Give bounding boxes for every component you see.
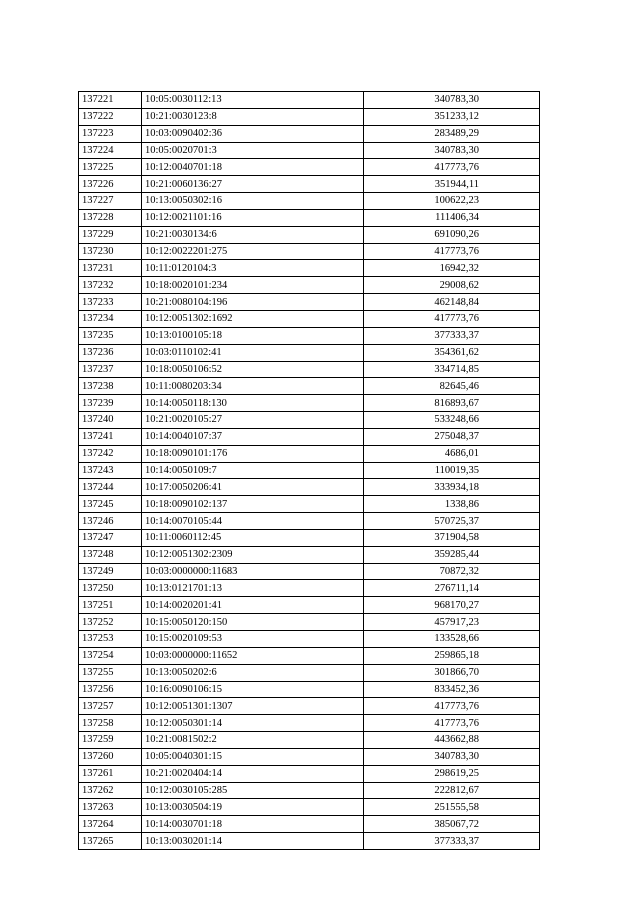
amount-cell: 371904,58 bbox=[364, 529, 540, 546]
table-row bbox=[79, 260, 540, 277]
amount-cell: 4686,01 bbox=[364, 445, 540, 462]
amount-cell: 377333,37 bbox=[364, 327, 540, 344]
record-number-cell: 137235 bbox=[79, 327, 142, 344]
amount-cell: 29008,62 bbox=[364, 277, 540, 294]
record-number-cell: 137251 bbox=[79, 597, 142, 614]
table-row bbox=[79, 563, 540, 580]
record-number-cell: 137227 bbox=[79, 193, 142, 210]
amount-cell: 351233,12 bbox=[364, 108, 540, 125]
cadastral-number-cell: 10:18:0090102:137 bbox=[142, 496, 364, 513]
record-number-cell: 137243 bbox=[79, 462, 142, 479]
table-body bbox=[79, 92, 540, 850]
amount-cell: 816893,67 bbox=[364, 395, 540, 412]
cadastral-number-cell: 10:21:0030123:8 bbox=[142, 108, 364, 125]
record-number-cell: 137237 bbox=[79, 361, 142, 378]
cadastral-number-cell: 10:12:0022201:275 bbox=[142, 243, 364, 260]
amount-cell: 251555,58 bbox=[364, 799, 540, 816]
record-number-cell: 137231 bbox=[79, 260, 142, 277]
table-row bbox=[79, 597, 540, 614]
cadastral-number-cell: 10:03:0110102:41 bbox=[142, 344, 364, 361]
cadastral-number-cell: 10:15:0020109:53 bbox=[142, 631, 364, 648]
cadastral-number-cell: 10:14:0070105:44 bbox=[142, 513, 364, 530]
record-number-cell: 137223 bbox=[79, 125, 142, 142]
record-number-cell: 137226 bbox=[79, 176, 142, 193]
cadastral-number-cell: 10:12:0021101:16 bbox=[142, 209, 364, 226]
table-row bbox=[79, 529, 540, 546]
cadastral-number-cell: 10:14:0050109:7 bbox=[142, 462, 364, 479]
table-row bbox=[79, 327, 540, 344]
cadastral-number-cell: 10:13:0030201:14 bbox=[142, 833, 364, 850]
record-number-cell: 137246 bbox=[79, 513, 142, 530]
table-row bbox=[79, 799, 540, 816]
table-row bbox=[79, 176, 540, 193]
cadastral-number-cell: 10:03:0000000:11683 bbox=[142, 563, 364, 580]
amount-cell: 100622,23 bbox=[364, 193, 540, 210]
cadastral-number-cell: 10:21:0060136:27 bbox=[142, 176, 364, 193]
table-row bbox=[79, 765, 540, 782]
record-number-cell: 137242 bbox=[79, 445, 142, 462]
cadastral-number-cell: 10:12:0051302:1692 bbox=[142, 310, 364, 327]
amount-cell: 334714,85 bbox=[364, 361, 540, 378]
table-row bbox=[79, 294, 540, 311]
table-row bbox=[79, 513, 540, 530]
record-number-cell: 137248 bbox=[79, 546, 142, 563]
record-number-cell: 137253 bbox=[79, 631, 142, 648]
table-row bbox=[79, 361, 540, 378]
amount-cell: 691090,26 bbox=[364, 226, 540, 243]
amount-cell: 301866,70 bbox=[364, 664, 540, 681]
record-number-cell: 137244 bbox=[79, 479, 142, 496]
amount-cell: 222812,67 bbox=[364, 782, 540, 799]
table-row bbox=[79, 479, 540, 496]
record-number-cell: 137259 bbox=[79, 732, 142, 749]
data-table bbox=[78, 91, 540, 850]
table-row bbox=[79, 344, 540, 361]
record-number-cell: 137258 bbox=[79, 715, 142, 732]
record-number-cell: 137234 bbox=[79, 310, 142, 327]
amount-cell: 354361,62 bbox=[364, 344, 540, 361]
amount-cell: 340783,30 bbox=[364, 92, 540, 109]
amount-cell: 298619,25 bbox=[364, 765, 540, 782]
amount-cell: 283489,29 bbox=[364, 125, 540, 142]
cadastral-number-cell: 10:12:0030105:285 bbox=[142, 782, 364, 799]
record-number-cell: 137222 bbox=[79, 108, 142, 125]
cadastral-number-cell: 10:13:0100105:18 bbox=[142, 327, 364, 344]
cadastral-number-cell: 10:12:0051301:1307 bbox=[142, 698, 364, 715]
cadastral-number-cell: 10:11:0120104:3 bbox=[142, 260, 364, 277]
amount-cell: 385067,72 bbox=[364, 816, 540, 833]
amount-cell: 417773,76 bbox=[364, 159, 540, 176]
record-number-cell: 137247 bbox=[79, 529, 142, 546]
amount-cell: 340783,30 bbox=[364, 748, 540, 765]
record-number-cell: 137257 bbox=[79, 698, 142, 715]
amount-cell: 16942,32 bbox=[364, 260, 540, 277]
cadastral-number-cell: 10:21:0020105:27 bbox=[142, 412, 364, 429]
amount-cell: 462148,84 bbox=[364, 294, 540, 311]
record-number-cell: 137224 bbox=[79, 142, 142, 159]
amount-cell: 333934,18 bbox=[364, 479, 540, 496]
table-row bbox=[79, 226, 540, 243]
cadastral-number-cell: 10:12:0040701:18 bbox=[142, 159, 364, 176]
record-number-cell: 137255 bbox=[79, 664, 142, 681]
table-row bbox=[79, 816, 540, 833]
table-row bbox=[79, 462, 540, 479]
amount-cell: 570725,37 bbox=[364, 513, 540, 530]
record-number-cell: 137225 bbox=[79, 159, 142, 176]
table-row bbox=[79, 395, 540, 412]
table-row bbox=[79, 445, 540, 462]
amount-cell: 417773,76 bbox=[364, 310, 540, 327]
table-row bbox=[79, 782, 540, 799]
cadastral-number-cell: 10:15:0050120:150 bbox=[142, 614, 364, 631]
amount-cell: 968170,27 bbox=[364, 597, 540, 614]
cadastral-number-cell: 10:13:0050302:16 bbox=[142, 193, 364, 210]
amount-cell: 351944,11 bbox=[364, 176, 540, 193]
record-number-cell: 137228 bbox=[79, 209, 142, 226]
amount-cell: 833452,36 bbox=[364, 681, 540, 698]
cadastral-number-cell: 10:11:0060112:45 bbox=[142, 529, 364, 546]
amount-cell: 457917,23 bbox=[364, 614, 540, 631]
cadastral-number-cell: 10:03:0000000:11652 bbox=[142, 647, 364, 664]
amount-cell: 340783,30 bbox=[364, 142, 540, 159]
record-number-cell: 137232 bbox=[79, 277, 142, 294]
cadastral-number-cell: 10:18:0090101:176 bbox=[142, 445, 364, 462]
record-number-cell: 137256 bbox=[79, 681, 142, 698]
record-number-cell: 137241 bbox=[79, 428, 142, 445]
amount-cell: 417773,76 bbox=[364, 715, 540, 732]
record-number-cell: 137261 bbox=[79, 765, 142, 782]
amount-cell: 417773,76 bbox=[364, 243, 540, 260]
record-number-cell: 137252 bbox=[79, 614, 142, 631]
cadastral-number-cell: 10:18:0050106:52 bbox=[142, 361, 364, 378]
table-row bbox=[79, 664, 540, 681]
table-row bbox=[79, 125, 540, 142]
table-row bbox=[79, 243, 540, 260]
record-number-cell: 137250 bbox=[79, 580, 142, 597]
cadastral-number-cell: 10:05:0040301:15 bbox=[142, 748, 364, 765]
record-number-cell: 137221 bbox=[79, 92, 142, 109]
cadastral-number-cell: 10:13:0121701:13 bbox=[142, 580, 364, 597]
amount-cell: 276711,14 bbox=[364, 580, 540, 597]
amount-cell: 133528,66 bbox=[364, 631, 540, 648]
record-number-cell: 137230 bbox=[79, 243, 142, 260]
record-number-cell: 137263 bbox=[79, 799, 142, 816]
record-number-cell: 137233 bbox=[79, 294, 142, 311]
cadastral-number-cell: 10:14:0020201:41 bbox=[142, 597, 364, 614]
table-row bbox=[79, 496, 540, 513]
cadastral-number-cell: 10:14:0050118:130 bbox=[142, 395, 364, 412]
table-row bbox=[79, 546, 540, 563]
amount-cell: 111406,34 bbox=[364, 209, 540, 226]
amount-cell: 259865,18 bbox=[364, 647, 540, 664]
record-number-cell: 137238 bbox=[79, 378, 142, 395]
cadastral-number-cell: 10:21:0020404:14 bbox=[142, 765, 364, 782]
cadastral-number-cell: 10:03:0090402:36 bbox=[142, 125, 364, 142]
record-number-cell: 137264 bbox=[79, 816, 142, 833]
amount-cell: 82645,46 bbox=[364, 378, 540, 395]
table-row bbox=[79, 681, 540, 698]
record-number-cell: 137245 bbox=[79, 496, 142, 513]
cadastral-number-cell: 10:16:0090106:15 bbox=[142, 681, 364, 698]
cadastral-number-cell: 10:12:0050301:14 bbox=[142, 715, 364, 732]
table-row bbox=[79, 715, 540, 732]
amount-cell: 533248,66 bbox=[364, 412, 540, 429]
cadastral-number-cell: 10:21:0080104:196 bbox=[142, 294, 364, 311]
amount-cell: 110019,35 bbox=[364, 462, 540, 479]
table-row bbox=[79, 580, 540, 597]
record-number-cell: 137265 bbox=[79, 833, 142, 850]
amount-cell: 275048,37 bbox=[364, 428, 540, 445]
cadastral-number-cell: 10:11:0080203:34 bbox=[142, 378, 364, 395]
cadastral-number-cell: 10:13:0030504:19 bbox=[142, 799, 364, 816]
table-row bbox=[79, 310, 540, 327]
amount-cell: 359285,44 bbox=[364, 546, 540, 563]
cadastral-number-cell: 10:21:0030134:6 bbox=[142, 226, 364, 243]
table-row bbox=[79, 277, 540, 294]
table-row bbox=[79, 193, 540, 210]
table-row bbox=[79, 142, 540, 159]
cadastral-number-cell: 10:12:0051302:2309 bbox=[142, 546, 364, 563]
table-row bbox=[79, 698, 540, 715]
table-row bbox=[79, 631, 540, 648]
cadastral-number-cell: 10:14:0040107:37 bbox=[142, 428, 364, 445]
record-number-cell: 137239 bbox=[79, 395, 142, 412]
record-number-cell: 137254 bbox=[79, 647, 142, 664]
amount-cell: 443662,88 bbox=[364, 732, 540, 749]
record-number-cell: 137249 bbox=[79, 563, 142, 580]
table-row bbox=[79, 159, 540, 176]
table-row bbox=[79, 833, 540, 850]
table-row bbox=[79, 647, 540, 664]
record-number-cell: 137240 bbox=[79, 412, 142, 429]
cadastral-number-cell: 10:18:0020101:234 bbox=[142, 277, 364, 294]
table-row bbox=[79, 412, 540, 429]
table-row bbox=[79, 748, 540, 765]
table-row bbox=[79, 732, 540, 749]
cadastral-number-cell: 10:05:0020701:3 bbox=[142, 142, 364, 159]
amount-cell: 1338,86 bbox=[364, 496, 540, 513]
cadastral-number-cell: 10:05:0030112:13 bbox=[142, 92, 364, 109]
record-number-cell: 137236 bbox=[79, 344, 142, 361]
cadastral-number-cell: 10:17:0050206:41 bbox=[142, 479, 364, 496]
amount-cell: 377333,37 bbox=[364, 833, 540, 850]
table-row bbox=[79, 108, 540, 125]
record-number-cell: 137262 bbox=[79, 782, 142, 799]
record-number-cell: 137229 bbox=[79, 226, 142, 243]
table-row bbox=[79, 209, 540, 226]
record-number-cell: 137260 bbox=[79, 748, 142, 765]
table-row bbox=[79, 92, 540, 109]
cadastral-number-cell: 10:14:0030701:18 bbox=[142, 816, 364, 833]
table-row bbox=[79, 428, 540, 445]
amount-cell: 70872,32 bbox=[364, 563, 540, 580]
table-row bbox=[79, 378, 540, 395]
cadastral-number-cell: 10:13:0050202:6 bbox=[142, 664, 364, 681]
table-row bbox=[79, 614, 540, 631]
cadastral-number-cell: 10:21:0081502:2 bbox=[142, 732, 364, 749]
amount-cell: 417773,76 bbox=[364, 698, 540, 715]
